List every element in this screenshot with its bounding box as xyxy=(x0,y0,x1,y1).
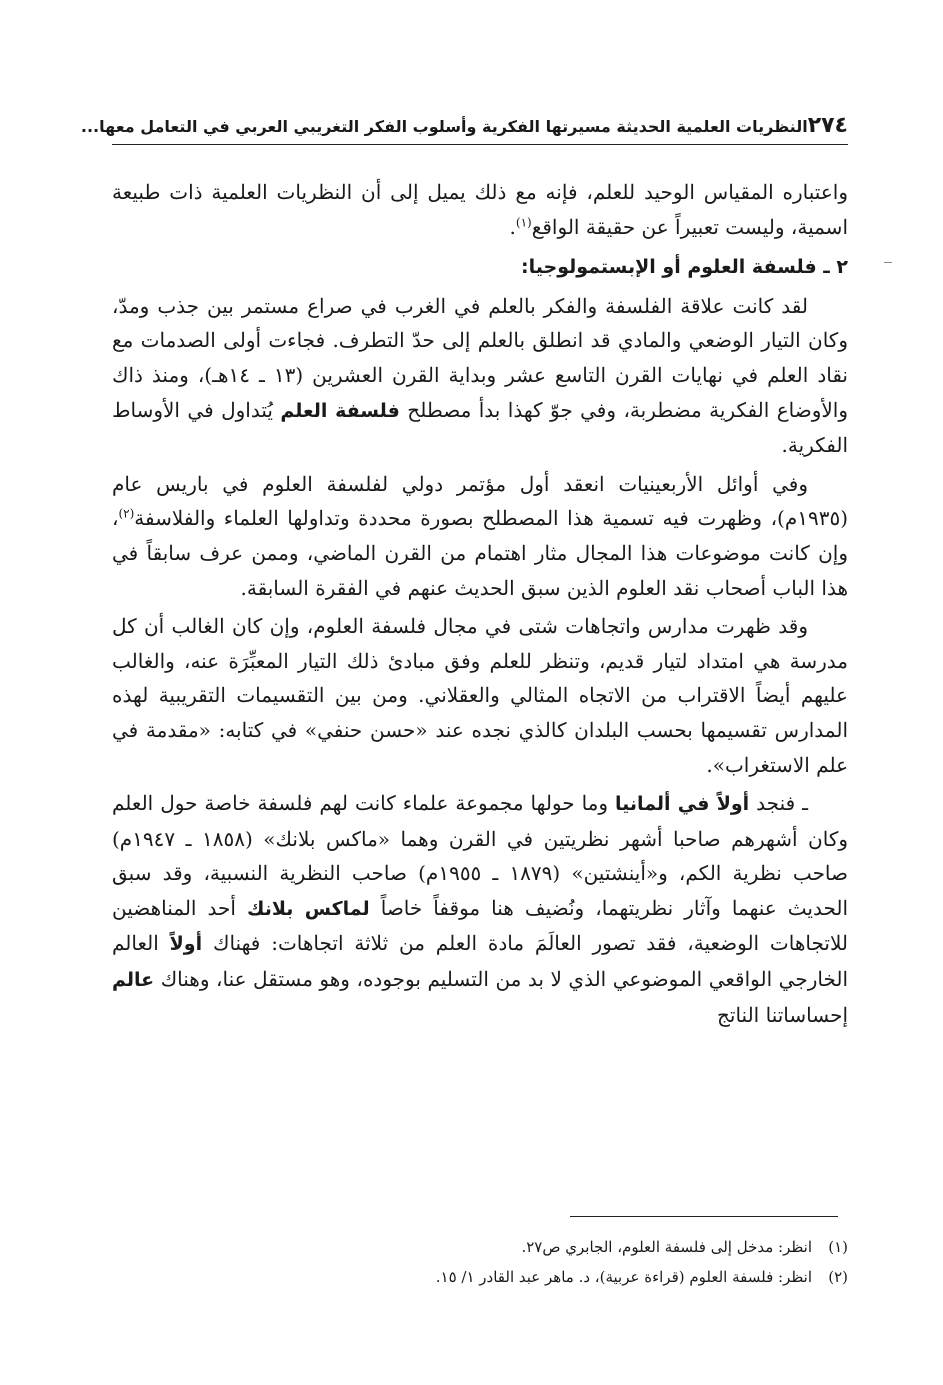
paragraph: لقد كانت علاقة الفلسفة والفكر بالعلم في الغرب في صراع مستمر بين جذب ومدّ، وكان التيار الوضعي والمادي قد انطلق بالعلم إلى حدّ التطرف. فجاءت أولى الصدمات مع نقاد العلم في نهايات القرن التاسع عشر وبداية القرن العشرين (١٣ ـ ١٤هـ)، ومنذ ذاك والأوضاع الفكرية مضطربة، وفي جوّ كهذا بدأ مصطلح فلسفة العلم يُتداول في الأوساط الفكرية. xyxy=(112,293,849,458)
paragraph-continuation: واعتباره المقياس الوحيد للعلم، فإنه مع ذلك يميل إلى أن النظريات العلمية ذات طبيعة اسمية، وليست تعبيراً عن حقيقة الواقع$^{(١)}$. xyxy=(112,180,848,239)
footnote-text: انظر: مدخل إلى فلسفة العلوم، الجابري ص٢٧. xyxy=(521,1238,812,1256)
footnote-2 xyxy=(112,1262,848,1292)
margin-mark xyxy=(884,262,892,263)
footnote-ref-2[interactable]: (٢) xyxy=(118,506,135,521)
page-number: ٢٧٤ xyxy=(807,113,848,138)
paragraph: ـ فنجد أولاً في ألمانيا وما حولها مجموعة علماء كانت لهم فلسفة خاصة حول العلم وكان أشهرهم صاحبا أشهر نظريتين في القرن وهما «ماكس بلانك» (١٨٥٨ ـ ١٩٤٧م) صاحب نظرية الكم، و«أينشتين» (١٨٧٩ ـ ١٩٥٥م) صاحب النظرية النسبية، وقد سبق الحديث عنهما وآثار نظريتهما، ونُضيف هنا موقفاً خاصاً لماكس بلانك أحد المناهضين للاتجاهات الوضعية، فقد تصور العالَمَ مادة العلم من ثلاثة اتجاهات: فهناك أولاً العالم الخارجي الواقعي الموضوعي الذي لا بد من التسليم بوجوده، وهو مستقل عنا، وهناك عالم إحساساتنا الناتج xyxy=(112,791,849,1027)
bold-term: عالم xyxy=(112,969,155,992)
bold-term: أولاً xyxy=(169,933,203,956)
footnote-number: (١) xyxy=(828,1238,848,1256)
footnote-1 xyxy=(112,1232,848,1262)
bold-term: فلسفة العلم xyxy=(280,399,400,422)
footnote-ref-1[interactable]: (١) xyxy=(515,214,532,229)
footnote-number: (٢) xyxy=(828,1268,848,1286)
footnote-text: انظر: فلسفة العلوم (قراءة عربية)، د. ماهر عبد القادر ١/ ١٥. xyxy=(435,1268,812,1286)
main-text xyxy=(112,175,848,1032)
running-title: النظريات العلمية الحديثة مسيرتها الفكرية وأسلوب الفكر التغريبي العربي في التعامل معها... xyxy=(80,117,808,136)
footnotes xyxy=(112,1232,848,1292)
bold-term: أولاً في ألمانيا xyxy=(615,793,750,816)
paragraph: وفي أوائل الأربعينيات انعقد أول مؤتمر دولي لفلسفة العلوم في باريس عام (١٩٣٥م)، وظهرت فيه تسمية هذا المصطلح بصورة محددة وتداولها العلماء والفلاسفة$^{(٢)}$، وإن كانت موضوعات هذا المجال مثار اهتمام من القرن الماضي، وممن عرف سابقاً في هذا الباب أصحاب نقد العلوم الذين سبق الحديث عنهم في الفقرة السابقة. xyxy=(112,471,848,600)
section-heading: ٢ ـ فلسفة العلوم أو الإبستمولوجيا: xyxy=(521,256,848,279)
footnote-separator xyxy=(570,1216,838,1217)
running-header xyxy=(80,104,848,145)
bold-term: لماكس بلانك xyxy=(247,897,370,920)
paragraph: وقد ظهرت مدارس واتجاهات شتى في مجال فلسفة العلوم، وإن كان الغالب أن كل مدرسة هي امتداد لتيار قديم، وتنظر للعلم وفق مبادئ ذلك التيار المعبِّرَة عنه، والغالب عليهم أيضاً الاقتراب من الاتجاه المثالي والعقلاني. ومن بين التقسيمات التقريبية لهذه المدارس تقسيمها بحسب البلدان كالذي نجده عند «حسن حنفي» في كتابه: «مقدمة في علم الاستغراب». xyxy=(112,614,848,777)
